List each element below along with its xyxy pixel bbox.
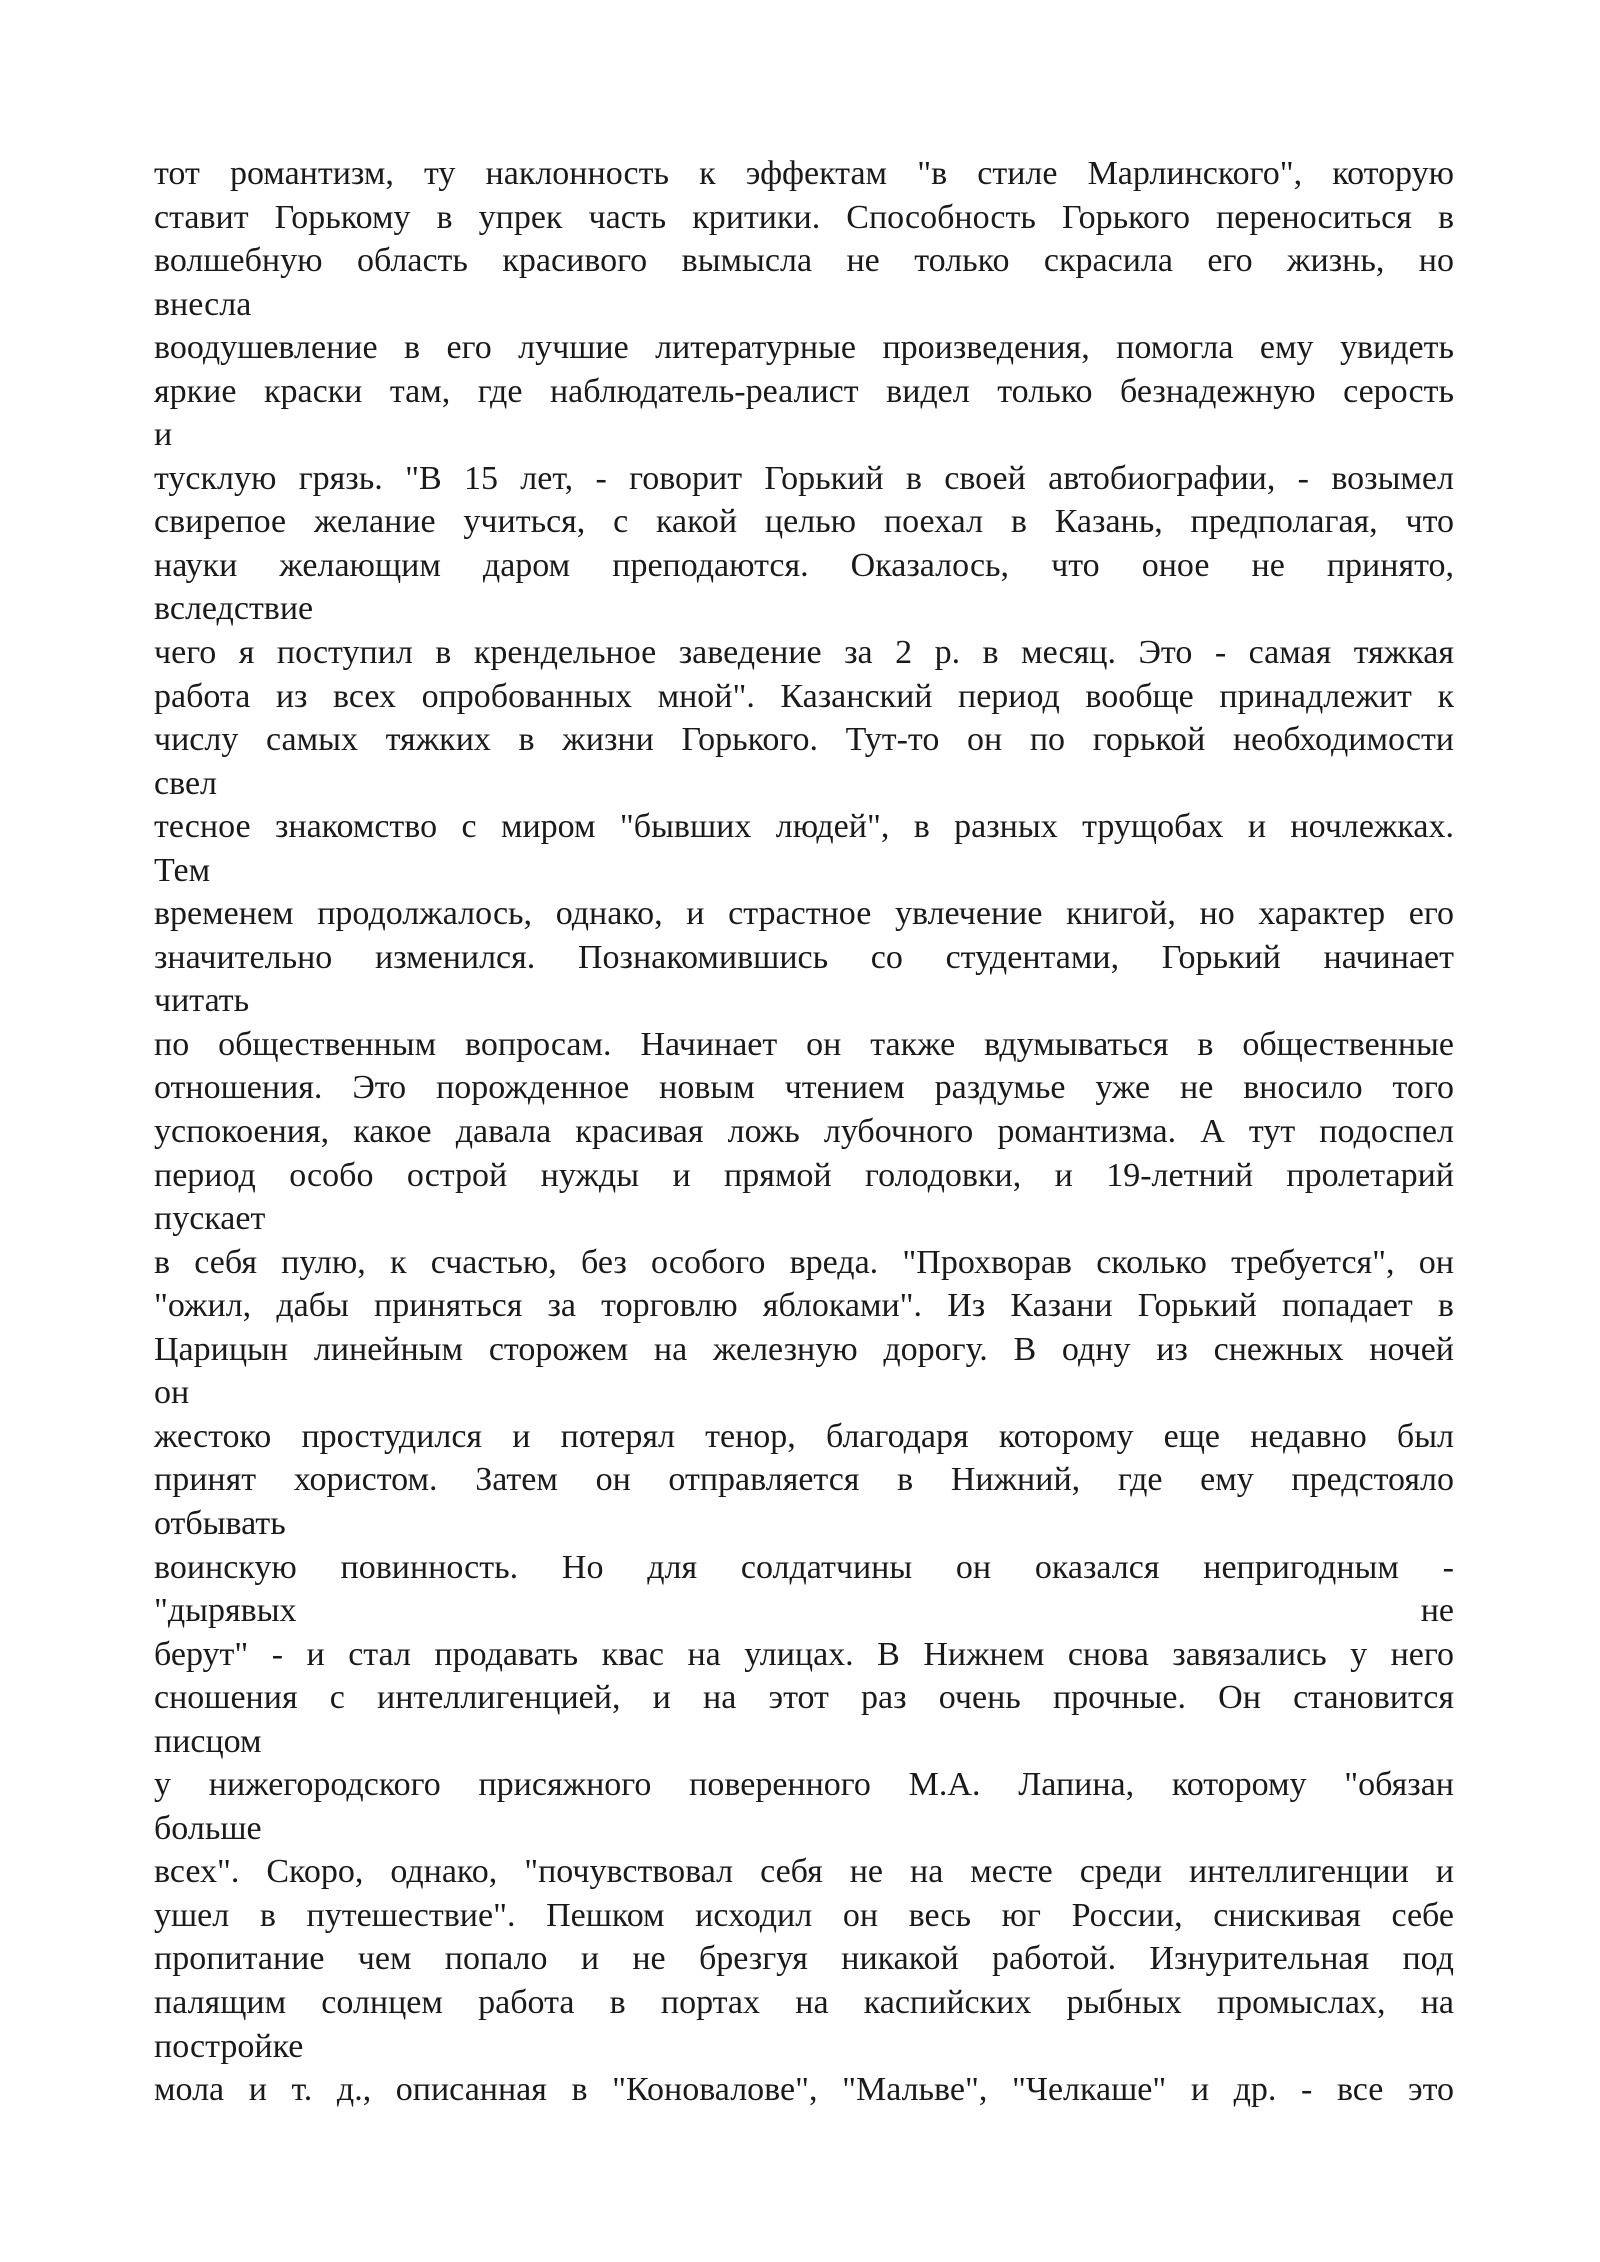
text-line: постройке: [154, 2027, 304, 2065]
text-line: тусклую грязь. "В 15 лет, - говорит Горький в своей автобиографии, - возымел: [154, 459, 1454, 497]
text-line: пускает: [154, 1200, 266, 1238]
text-line: в себя пулю, к счастью, без особого вреда. "Прохворав сколько требуется", он: [154, 1243, 1454, 1281]
text-line: читать: [154, 982, 250, 1020]
text-line: сношения с интеллигенцией, и на этот раз очень прочные. Он становится: [154, 1679, 1454, 1717]
text-line: больше: [154, 1809, 262, 1847]
text-line: ушел в путешествие". Пешком исходил он весь юг России, снискивая себе: [154, 1896, 1454, 1934]
text-line: временем продолжалось, однако, и страстное увлечение книгой, но характер его: [154, 895, 1454, 933]
text-line: "дырявых не: [154, 1592, 1454, 1630]
text-line: палящим солнцем работа в портах на каспийских рыбных промыслах, на: [154, 1983, 1454, 2021]
text-line: Царицын линейным сторожем на железную дорогу. В одну из снежных ночей: [154, 1330, 1454, 1368]
text-line: он: [154, 1374, 190, 1412]
text-line: волшебную область красивого вымысла не только скрасила его жизнь, но: [154, 242, 1454, 280]
text-line: писцом: [154, 1722, 262, 1760]
text-line: тот романтизм, ту наклонность к эффектам "в стиле Марлинского", которую: [154, 155, 1454, 192]
text-line: числу самых тяжких в жизни Горького. Тут-то он по горькой необходимости: [154, 721, 1454, 759]
text-line: "ожил, дабы приняться за торговлю яблоками". Из Казани Горький попадает в: [154, 1287, 1454, 1325]
text-line: воинскую повинность. Но для солдатчины он оказался непригодным -: [154, 1548, 1454, 1586]
text-line: воодушевление в его лучшие литературные произведения, помогла ему увидеть: [154, 329, 1454, 367]
text-line: берут" - и стал продавать квас на улицах. В Нижнем снова завязались у него: [154, 1635, 1454, 1673]
text-line: свел: [154, 764, 218, 802]
document-page: [154, 152, 1454, 2112]
text-line: чего я поступил в крендельное заведение за 2 р. в месяц. Это - самая тяжкая: [154, 634, 1454, 672]
text-line: вследствие: [154, 590, 314, 628]
text-line: тесное знакомство с миром "бывших людей", в разных трущобах и ночлежках.: [154, 808, 1454, 846]
text-line: всех". Скоро, однако, "почувствовал себя не на месте среди интеллигенции и: [154, 1853, 1454, 1891]
text-line: яркие краски там, где наблюдатель-реалист видел только безнадежную серость: [154, 372, 1454, 410]
text-line: пропитание чем попало и не брезгуя никакой работой. Изнурительная под: [154, 1940, 1454, 1978]
text-line: мола и т. д., описанная в "Коновалове", "Мальве", "Челкаше" и др. - все это: [154, 2071, 1454, 2109]
text-line: внесла: [154, 285, 252, 323]
text-line: работа из всех опробованных мной". Казанский период вообще принадлежит к: [154, 677, 1454, 715]
text-line: науки желающим даром преподаются. Оказалось, что оное не принято,: [154, 546, 1454, 584]
text-line: у нижегородского присяжного поверенного М.А. Лапина, которому "обязан: [154, 1766, 1454, 1804]
text-line: и: [154, 416, 173, 454]
text-line: значительно изменился. Познакомившись со студентами, Горький начинает: [154, 938, 1454, 976]
text-line: отбывать: [154, 1504, 286, 1542]
text-line: жестоко простудился и потерял тенор, благодаря которому еще недавно был: [154, 1417, 1454, 1455]
text-line: отношения. Это порожденное новым чтением раздумье уже не вносило того: [154, 1069, 1454, 1107]
text-line: период особо острой нужды и прямой голодовки, и 19-летний пролетарий: [154, 1156, 1454, 1194]
text-line: успокоения, какое давала красивая ложь лубочного романтизма. А тут подоспел: [154, 1113, 1454, 1151]
text-line: свирепое желание учиться, с какой целью поехал в Казань, предполагая, что: [154, 503, 1454, 541]
text-line: ставит Горькому в упрек часть критики. Способность Горького переноситься в: [154, 198, 1454, 236]
text-line: принят хористом. Затем он отправляется в Нижний, где ему предстояло: [154, 1461, 1454, 1499]
text-line: по общественным вопросам. Начинает он также вдумываться в общественные: [154, 1025, 1454, 1063]
text-line: Тем: [154, 851, 211, 889]
